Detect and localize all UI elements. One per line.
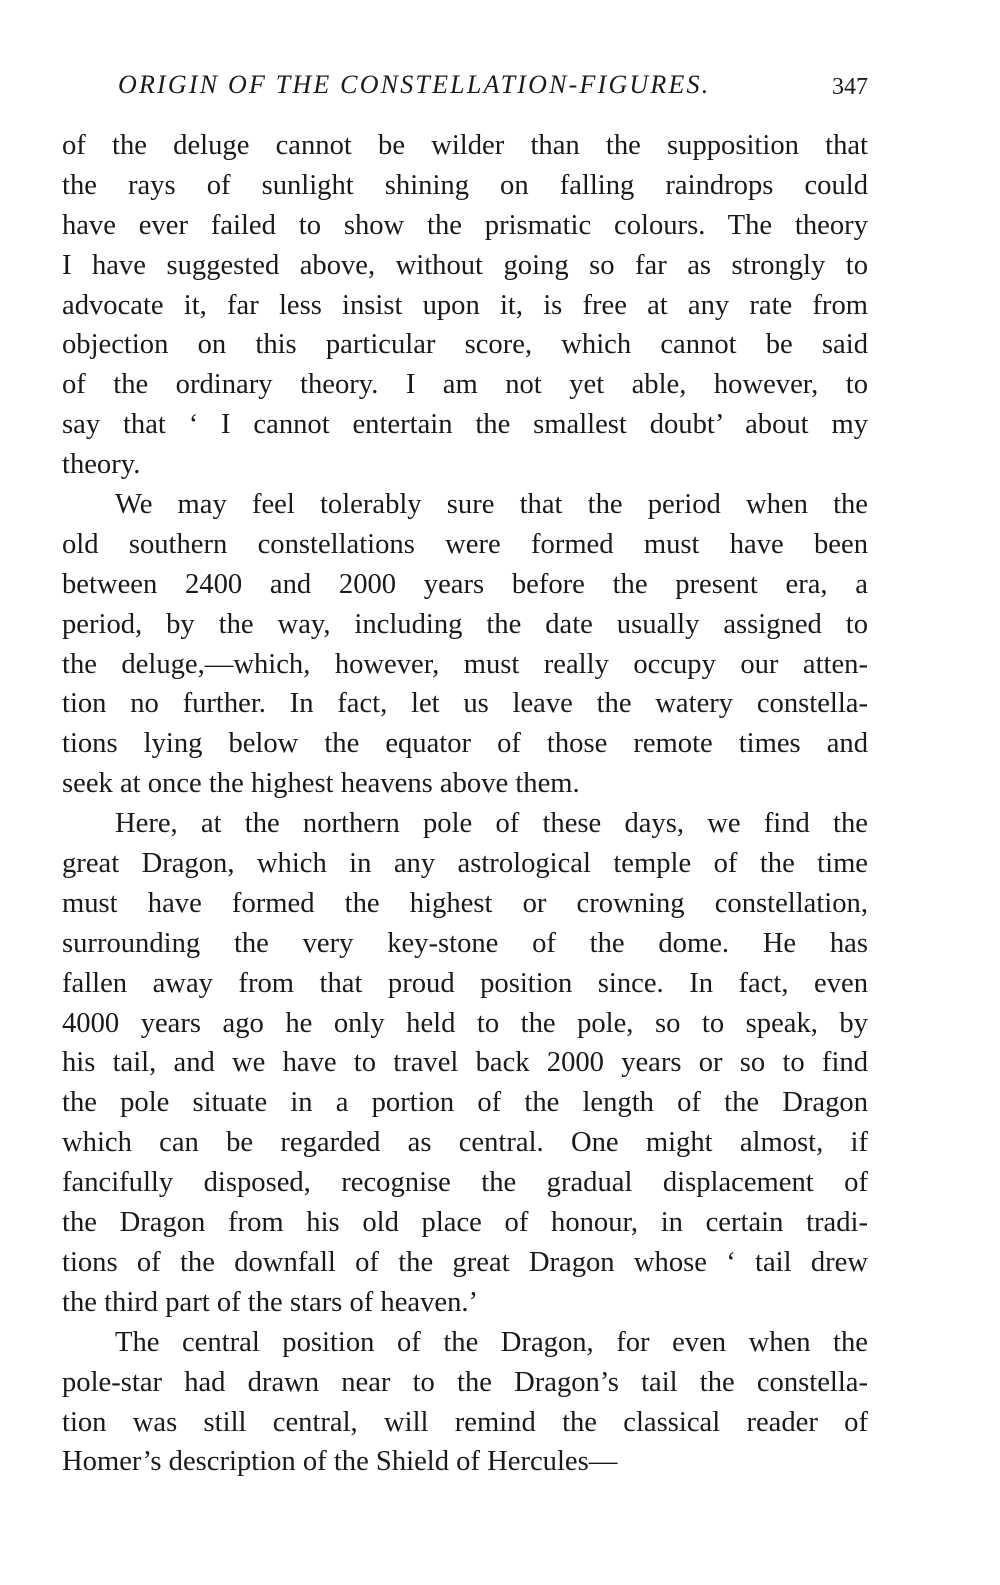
text-line: must have formed the highest or crowning constellation, <box>62 887 868 919</box>
text-line: the rays of sunlight shining on falling raindrops could <box>62 169 868 201</box>
text-line: pole-star had drawn near to the Dragon’s tail the constella- <box>62 1366 868 1398</box>
running-head <box>62 68 868 102</box>
text-line: seek at once the highest heavens above them. <box>62 768 580 800</box>
text-line: the third part of the stars of heaven.’ <box>62 1286 479 1318</box>
text-line: 4000 years ago he only held to the pole, so to speak, by <box>62 1007 868 1039</box>
text-line: objection on this particular score, which cannot be said <box>62 329 868 361</box>
text-line: tions lying below the equator of those remote times and <box>62 728 868 760</box>
text-line: surrounding the very key-stone of the dome. He has <box>62 927 868 959</box>
text-line: his tail, and we have to travel back 2000 years or so to find <box>62 1047 868 1079</box>
text-line: great Dragon, which in any astrological temple of the time <box>62 848 868 880</box>
paragraph <box>62 485 868 804</box>
text-line: tion no further. In fact, let us leave the watery constella- <box>62 688 868 720</box>
text-line: period, by the way, including the date usually assigned to <box>62 608 868 640</box>
running-title: ORIGIN OF THE CONSTELLATION-FIGURES. <box>118 70 711 99</box>
text-line: tions of the downfall of the great Dragon whose ‘ tail drew <box>62 1246 868 1278</box>
text-line: between 2400 and 2000 years before the present era, a <box>62 568 868 600</box>
text-line: Homer’s description of the Shield of Hercules— <box>62 1446 618 1478</box>
text-line: the deluge,—which, however, must really occupy our atten- <box>62 648 868 680</box>
text-line: have ever failed to show the prismatic colours. The theory <box>62 209 868 241</box>
text-line: which can be regarded as central. One might almost, if <box>62 1127 868 1159</box>
text-line: of the ordinary theory. I am not yet able, however, to <box>62 369 868 401</box>
text-line: theory. <box>62 449 141 481</box>
paragraph <box>62 1323 868 1483</box>
text-line: say that ‘ I cannot entertain the smallest doubt’ about my <box>62 409 868 441</box>
text-line: tion was still central, will remind the classical reader of <box>62 1406 868 1438</box>
paragraph <box>62 126 868 485</box>
text-line: the Dragon from his old place of honour, in certain tradi- <box>62 1207 868 1239</box>
text-line: advocate it, far less insist upon it, is free at any rate from <box>62 289 868 321</box>
text-line: fallen away from that proud position since. In fact, even <box>62 967 868 999</box>
text-line: of the deluge cannot be wilder than the supposition that <box>62 130 868 161</box>
body-text <box>62 126 868 1482</box>
paragraph <box>62 804 868 1323</box>
text-line: Here, at the northern pole of these days, we find the <box>115 808 868 840</box>
text-line: old southern constellations were formed must have been <box>62 528 868 560</box>
page-number: 347 <box>832 74 868 100</box>
text-line: I have suggested above, without going so far as strongly to <box>62 249 868 281</box>
text-line: fancifully disposed, recognise the gradual displacement of <box>62 1167 868 1199</box>
text-line: The central position of the Dragon, for even when the <box>115 1326 868 1358</box>
text-line: We may feel tolerably sure that the period when the <box>115 489 868 521</box>
text-line: the pole situate in a portion of the length of the Dragon <box>62 1087 868 1119</box>
